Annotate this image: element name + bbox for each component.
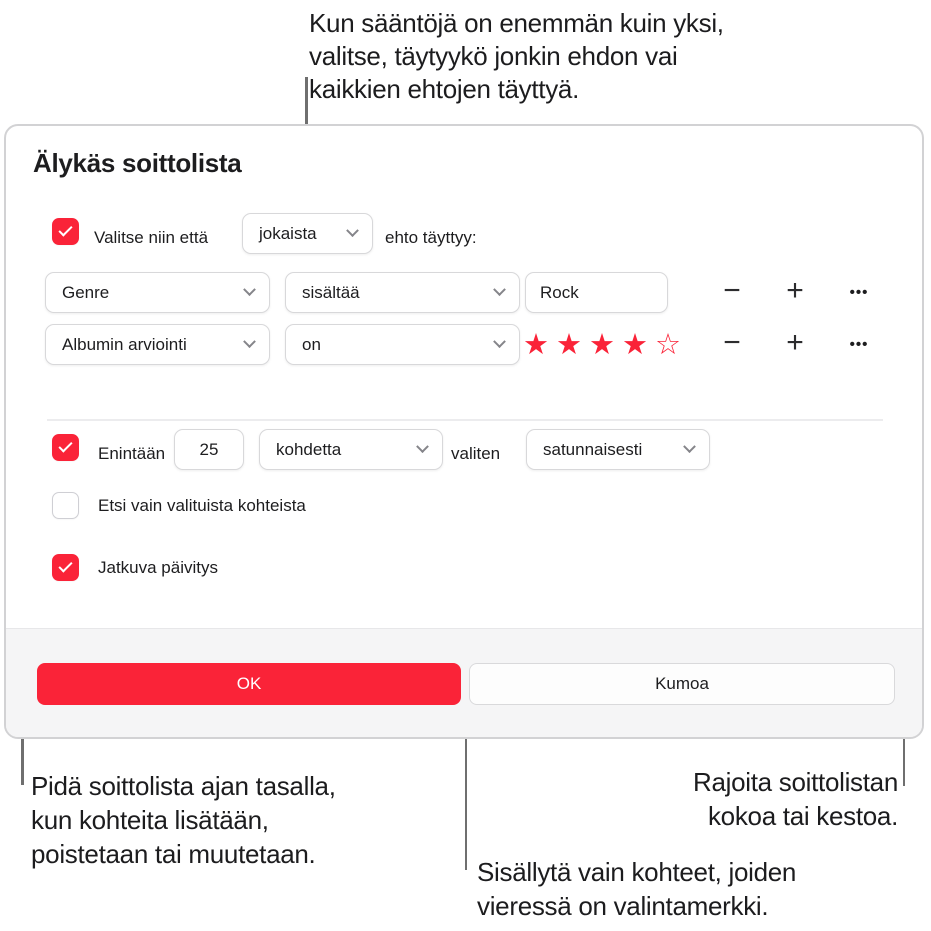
- rule2-operator-value: on: [302, 334, 321, 354]
- live-update-checkbox[interactable]: [52, 554, 79, 581]
- dialog-footer: [6, 628, 922, 737]
- star-icon[interactable]: ★: [589, 327, 615, 361]
- limit-unit-value: kohdetta: [276, 439, 342, 459]
- callout-bl-line-1: Pidä soittolista ajan tasalla,: [31, 771, 336, 801]
- match-checkbox[interactable]: [52, 218, 79, 245]
- checked-only-label: Etsi vain valituista kohteista: [98, 496, 306, 515]
- rule1-operator-dropdown[interactable]: [285, 272, 520, 313]
- checked-only-checkbox[interactable]: [52, 492, 79, 519]
- limit-selection-dropdown[interactable]: [526, 429, 710, 470]
- callout-top-line-2: valitse, täytyykö jonkin ehdon vai: [309, 41, 678, 71]
- chevron-down-icon: [416, 440, 429, 453]
- callout-bottom-left: [31, 769, 336, 871]
- callout-bottom-center: [477, 855, 796, 923]
- chevron-down-icon: [683, 440, 696, 453]
- limit-connector-label: valiten: [451, 444, 501, 463]
- match-label-before: Valitse niin että: [94, 228, 209, 247]
- check-icon: [58, 222, 72, 236]
- ellipsis-icon: •••: [849, 284, 869, 301]
- match-mode-value: jokaista: [259, 223, 317, 243]
- callout-bottom-right: [693, 765, 898, 833]
- rules-divider: [47, 419, 883, 421]
- star-icon[interactable]: ★: [622, 327, 648, 361]
- chevron-down-icon: [243, 283, 256, 296]
- rule2-field-value: Albumin arviointi: [62, 334, 187, 354]
- limit-unit-dropdown[interactable]: [259, 429, 443, 470]
- rule2-star-rating[interactable]: [523, 327, 681, 361]
- match-mode-dropdown[interactable]: [242, 213, 373, 254]
- cancel-button[interactable]: Kumoa: [469, 663, 895, 705]
- rule1-field-dropdown[interactable]: [45, 272, 270, 313]
- callout-top: [309, 7, 724, 106]
- star-icon[interactable]: ☆: [655, 327, 681, 361]
- callout-bl-line-2: kun kohteita lisätään,: [31, 805, 269, 835]
- chevron-down-icon: [243, 335, 256, 348]
- rule1-add-button[interactable]: [773, 272, 817, 313]
- limit-checkbox[interactable]: [52, 434, 79, 461]
- plus-icon: +: [786, 274, 804, 307]
- rule1-remove-button[interactable]: [710, 272, 754, 313]
- smart-playlist-dialog: [4, 124, 924, 739]
- minus-icon: −: [723, 326, 741, 359]
- live-update-label: Jatkuva päivitys: [98, 558, 218, 577]
- chevron-down-icon: [493, 335, 506, 348]
- callout-top-line-1: Kun sääntöjä on enemmän kuin yksi,: [309, 8, 724, 38]
- rule1-field-value: Genre: [62, 282, 110, 302]
- rule2-remove-button[interactable]: [710, 324, 754, 365]
- minus-icon: −: [723, 274, 741, 307]
- callout-br-line-1: Rajoita soittolistan: [693, 767, 898, 797]
- ellipsis-icon: •••: [849, 336, 869, 353]
- rule1-more-button[interactable]: [837, 272, 881, 313]
- rule2-operator-dropdown[interactable]: [285, 324, 520, 365]
- check-icon: [58, 558, 72, 572]
- plus-icon: +: [786, 326, 804, 359]
- match-label-after: ehto täyttyy:: [385, 228, 477, 247]
- rule1-value-input[interactable]: [525, 272, 668, 313]
- rule2-add-button[interactable]: [773, 324, 817, 365]
- rule2-more-button[interactable]: [837, 324, 881, 365]
- chevron-down-icon: [493, 283, 506, 296]
- rule1-operator-value: sisältää: [302, 282, 360, 302]
- callout-bc-line-2: vieressä on valintamerkki.: [477, 891, 769, 921]
- chevron-down-icon: [346, 224, 359, 237]
- callout-top-line-3: kaikkien ehtojen täyttyä.: [309, 74, 579, 104]
- callout-bc-line-1: Sisällytä vain kohteet, joiden: [477, 857, 797, 887]
- callout-bl-line-3: poistetaan tai muutetaan.: [31, 839, 316, 869]
- limit-label: Enintään: [98, 444, 166, 463]
- dialog-title: Älykäs soittolista: [33, 148, 242, 178]
- limit-selection-value: satunnaisesti: [543, 439, 643, 459]
- check-icon: [58, 438, 72, 452]
- star-icon[interactable]: ★: [556, 327, 582, 361]
- limit-count-input[interactable]: [174, 429, 244, 470]
- rule2-field-dropdown[interactable]: [45, 324, 270, 365]
- callout-br-line-2: kokoa tai kestoa.: [707, 801, 898, 831]
- star-icon[interactable]: ★: [523, 327, 549, 361]
- ok-button[interactable]: OK: [37, 663, 461, 705]
